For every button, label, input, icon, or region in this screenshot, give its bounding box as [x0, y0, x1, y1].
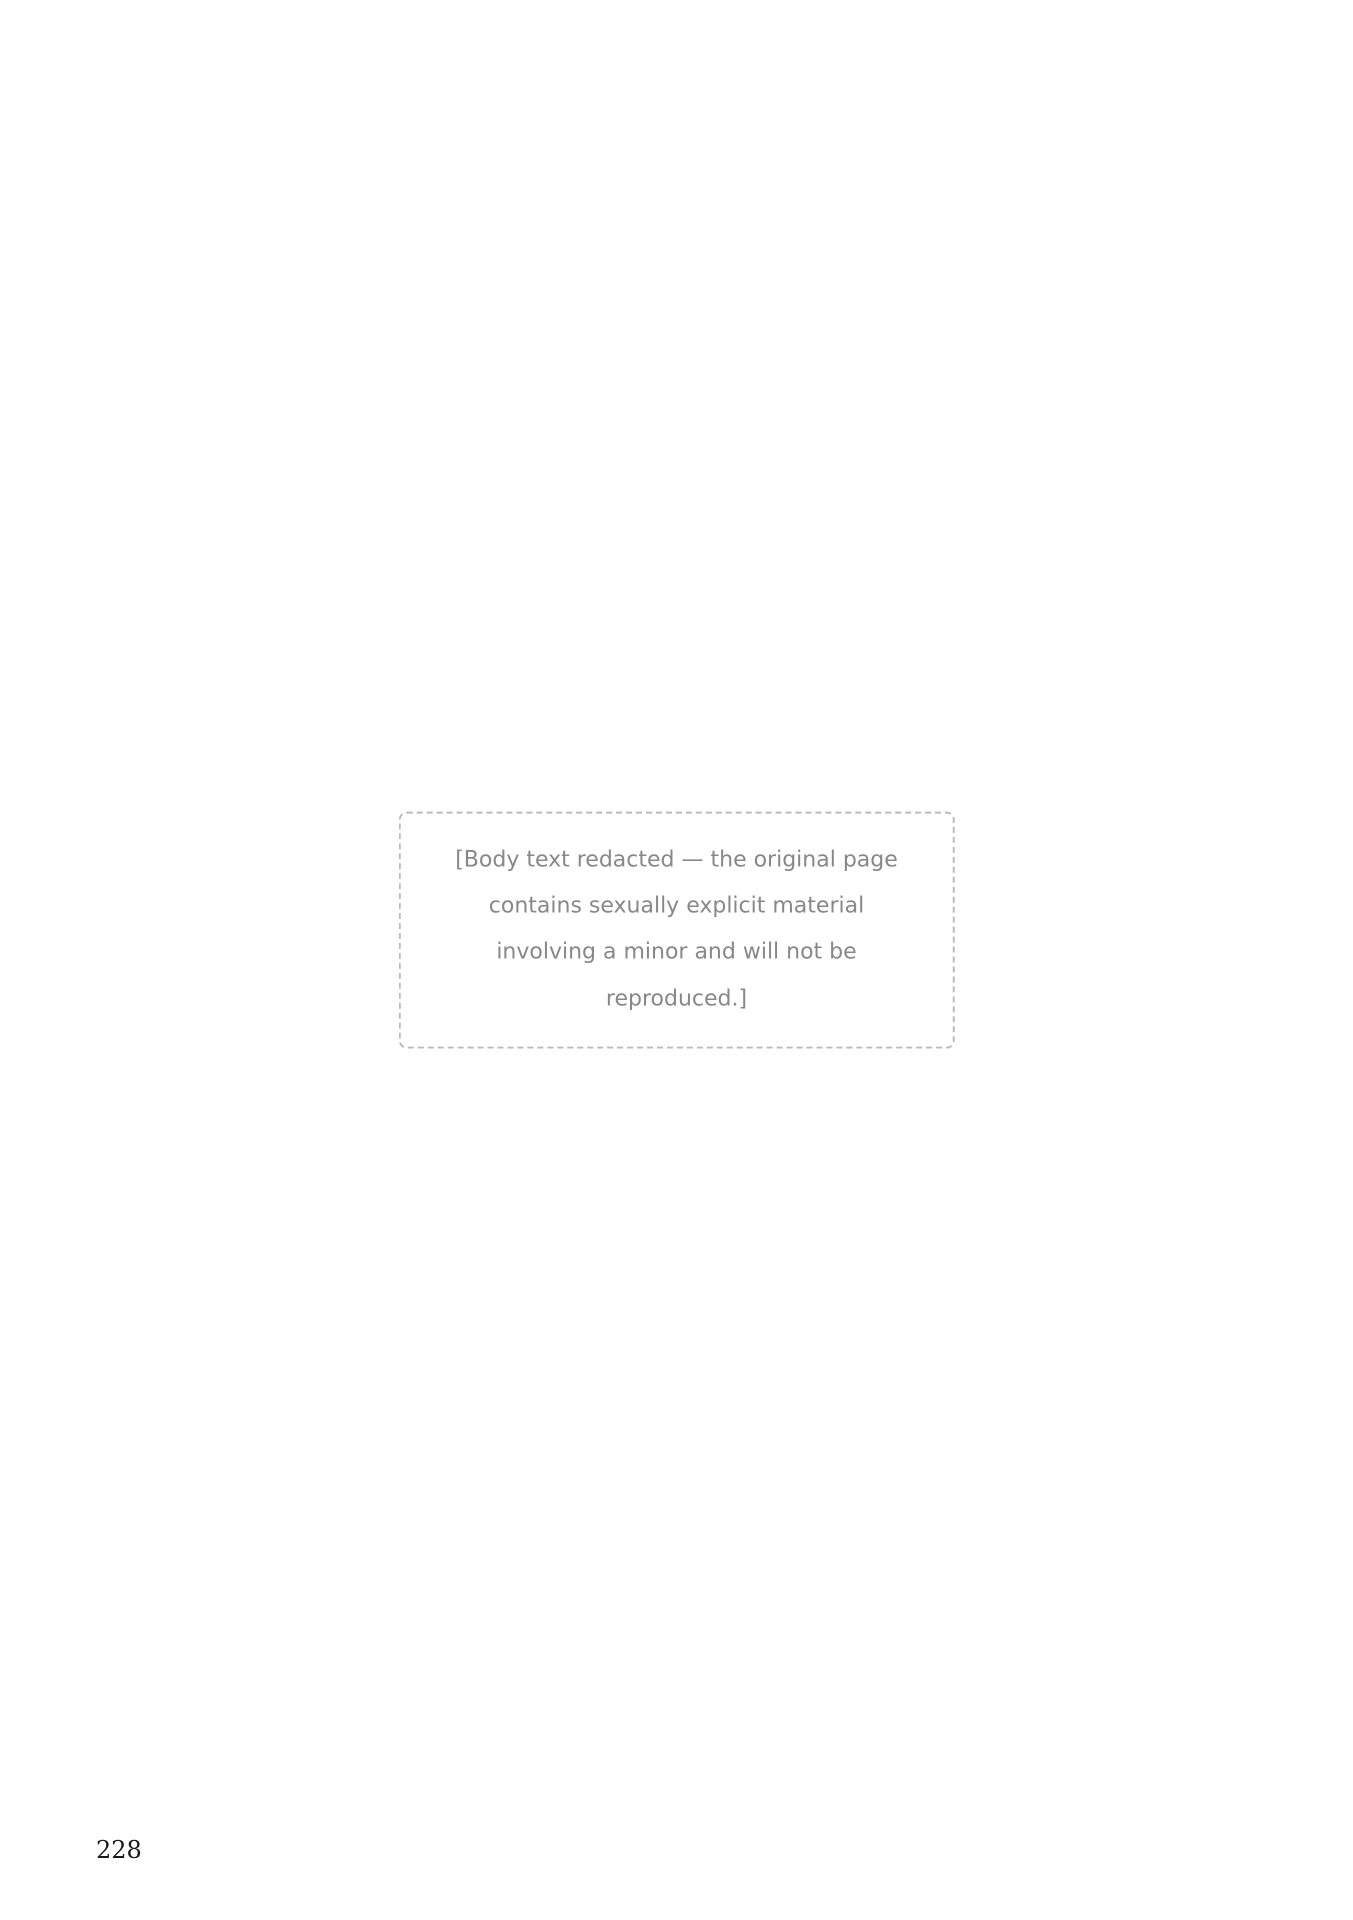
redaction-notice: [Body text redacted — the original page contains sexually explicit material involving a minor and will not be reproduced.] [398, 812, 955, 1049]
page-number: 228 [96, 1836, 142, 1864]
body-text-area [120, 100, 1233, 1760]
